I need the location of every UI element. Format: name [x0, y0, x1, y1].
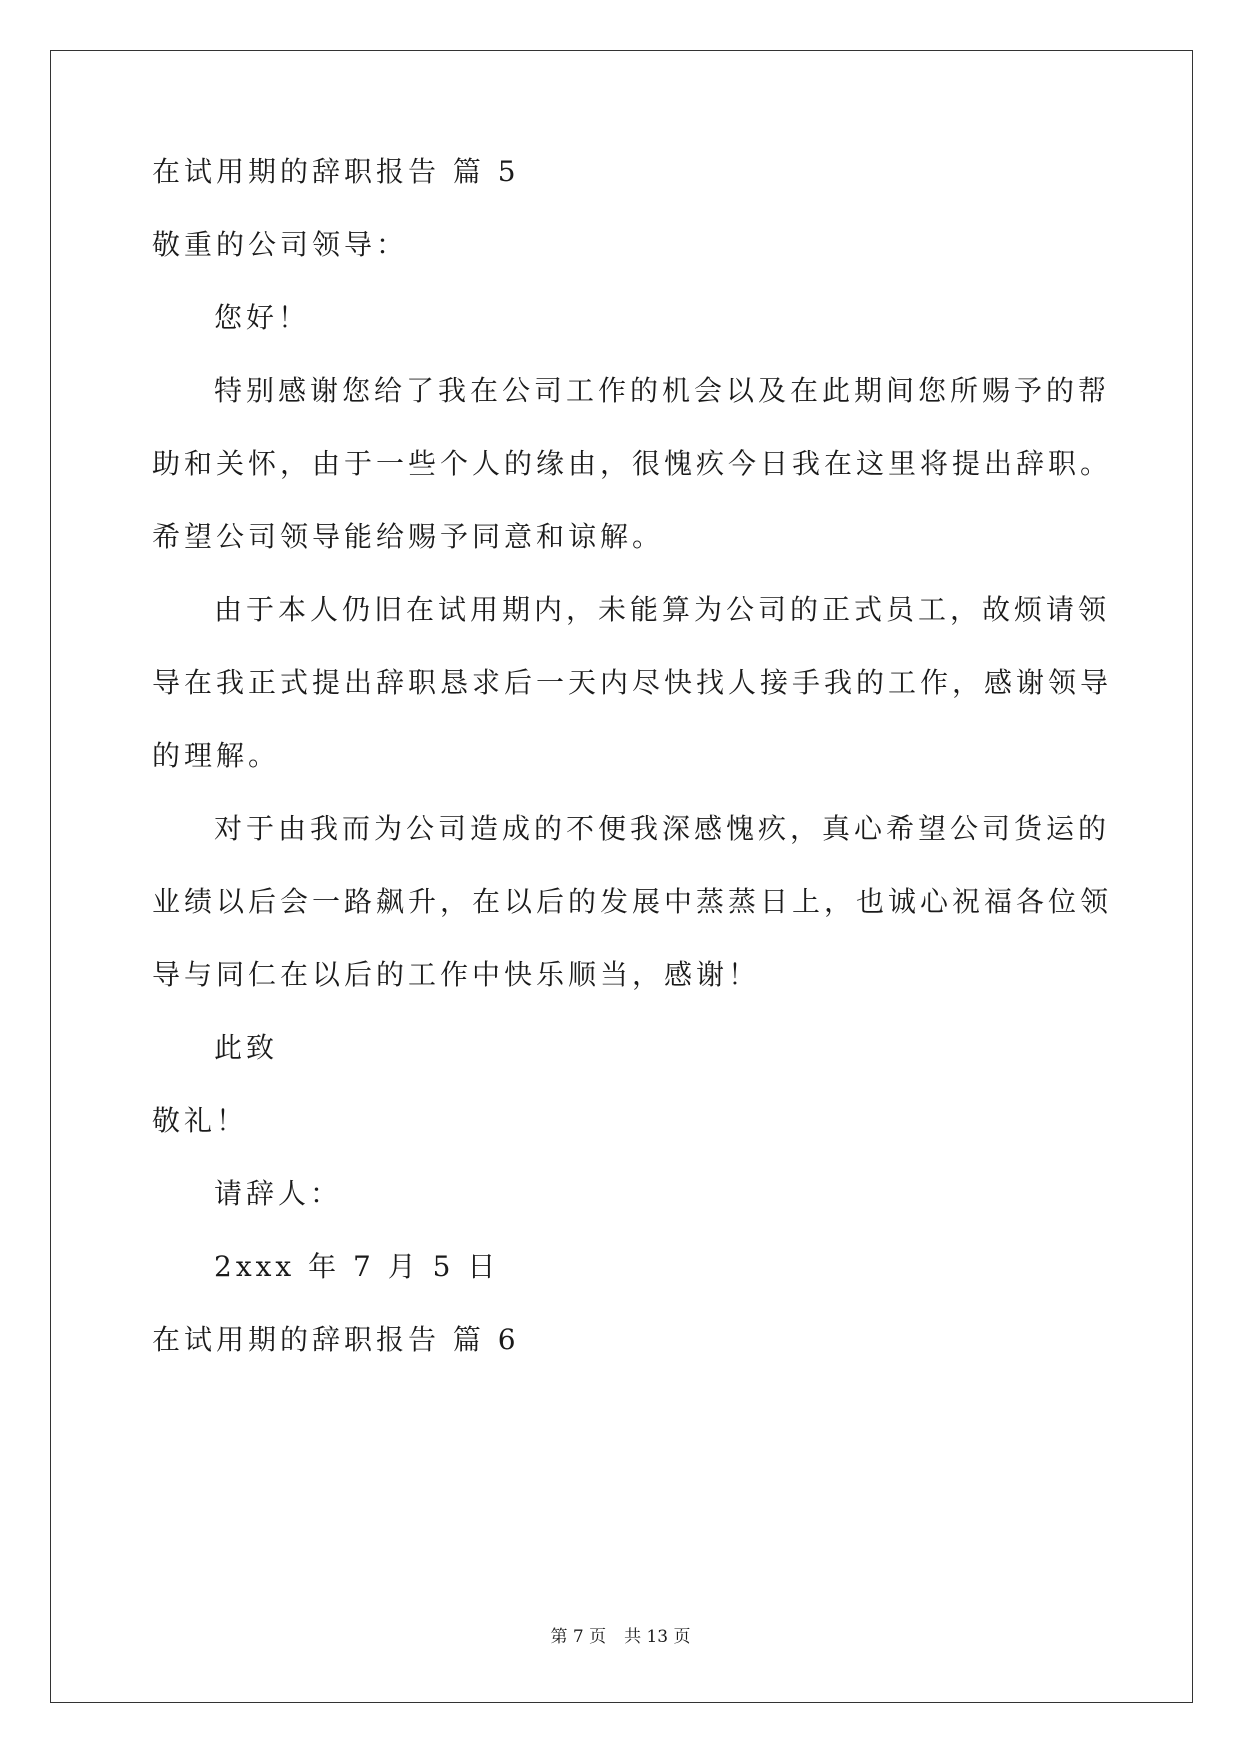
paragraph-line: 导在我正式提出辞职恳求后一天内尽快找人接手我的工作，感谢领导	[152, 666, 1113, 699]
paragraph-line: 导与同仁在以后的工作中快乐顺当，感谢！	[152, 958, 761, 991]
salutation: 敬重的公司领导：	[152, 228, 409, 261]
paragraph-line: 的理解。	[152, 739, 281, 772]
letter-date: 2xxx 年 7 月 5 日	[214, 1250, 500, 1283]
page-total: 共 13 页	[624, 1627, 691, 1647]
paragraph-line: 对于由我而为公司造成的不便我深感愧疚，真心希望公司货运的	[214, 812, 1111, 845]
greeting: 您好！	[214, 301, 311, 334]
paragraph-line: 业绩以后会一路飙升，在以后的发展中蒸蒸日上，也诚心祝福各位领	[152, 885, 1113, 918]
closing-line-2: 敬礼！	[152, 1104, 249, 1137]
section-heading-5: 在试用期的辞职报告 篇 5	[152, 155, 520, 188]
closing-line-1: 此致	[214, 1031, 279, 1064]
page-number: 第 7 页	[550, 1627, 607, 1647]
section-heading-6: 在试用期的辞职报告 篇 6	[152, 1323, 520, 1356]
paragraph-line: 特别感谢您给了我在公司工作的机会以及在此期间您所赐予的帮	[214, 374, 1111, 407]
paragraph-line: 助和关怀，由于一些个人的缘由，很愧疚今日我在这里将提出辞职。	[152, 447, 1113, 480]
paragraph-line: 由于本人仍旧在试用期内，未能算为公司的正式员工，故烦请领	[214, 593, 1111, 626]
page-footer	[0, 1625, 1241, 1649]
paragraph-line: 希望公司领导能给赐予同意和谅解。	[152, 520, 665, 553]
signer-label: 请辞人：	[214, 1177, 343, 1210]
